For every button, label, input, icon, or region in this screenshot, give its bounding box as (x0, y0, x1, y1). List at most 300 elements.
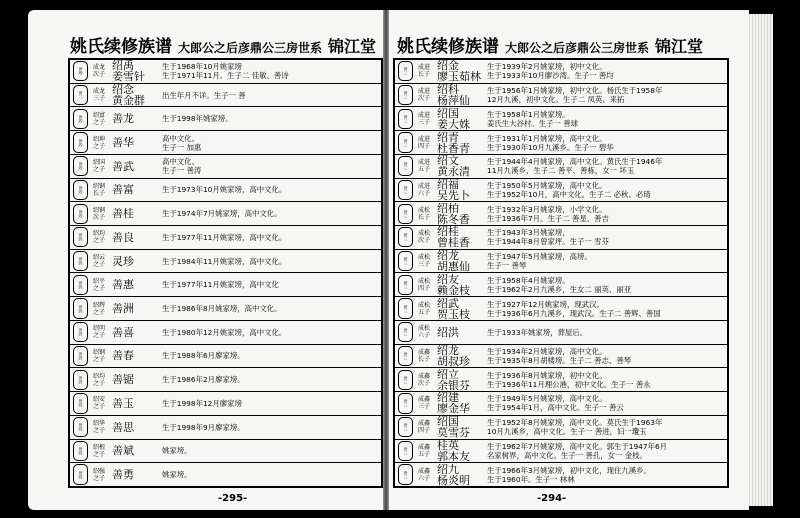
member-names (437, 155, 487, 177)
description-line: 生于1954年1月，高中文化。生子一 善云 (487, 403, 624, 413)
parent-relation: 成鑫六子 (417, 467, 430, 482)
lineage-subtitle: 大郎公之后彦鼎公三房世系 (505, 41, 650, 55)
lineage-subtitle: 大郎公之后彦鼎公三房世系 (178, 41, 323, 55)
member-description (162, 233, 381, 242)
parent-relation: 成松六子 (417, 325, 430, 340)
member-name: 绍国 (437, 107, 459, 119)
description-line: 生子一 善琴 (487, 261, 527, 271)
member-name: 桂英 (437, 439, 459, 451)
description-line: 名家树界，高中文化。生子一 善孔，女一 金枝。 (487, 450, 647, 460)
generation-badge: 世三 (398, 61, 413, 81)
hall-name: 锦江堂 (655, 37, 704, 56)
spouse-name: 廖玉茹林 (437, 71, 481, 83)
member-names (112, 327, 162, 338)
member-name: 善良 (112, 231, 134, 243)
description-line: 生于1998年12月廖家塝 (162, 398, 242, 408)
table-row (395, 202, 727, 226)
generation-badge: 世三 (398, 393, 413, 413)
member-names (437, 108, 487, 130)
generation-badge: 世珍 (73, 61, 88, 81)
description-line: 生于1936年6月九溪乡，现武汉。生子二 善辉、善国 (487, 308, 661, 318)
book-title: 姚氏续修族谱 (397, 37, 499, 57)
description-line: 生于1977年11月姚家塝，高中文化 (162, 280, 279, 290)
member-names (437, 345, 487, 367)
description-line: 生于1952年10月，高中文化。生子二 必秋、必琦 (487, 189, 651, 199)
member-description (162, 114, 381, 123)
member-name: 善思 (112, 421, 134, 433)
member-name: 绍青 (437, 131, 459, 143)
description-line: 生子一 善涛 (162, 166, 202, 176)
description-line: 生子一 加惠 (162, 142, 202, 152)
spouse-name: 贺玉枝 (437, 308, 470, 320)
description-line: 生于1998年9月廖家塝。 (162, 422, 245, 432)
table-row (395, 131, 727, 155)
member-names (437, 274, 487, 296)
spouse-name: 杨萍仙 (437, 95, 470, 107)
generation-badge: 世三 (398, 464, 413, 484)
table-row (70, 463, 381, 486)
member-names (437, 392, 487, 414)
spouse-name: 郭本友 (437, 450, 470, 462)
member-description (487, 371, 727, 389)
member-names (437, 369, 487, 391)
table-row (70, 392, 381, 416)
parent-relation: 绍华之子 (92, 420, 105, 435)
generation-badge: 世四 (73, 109, 88, 129)
generation-badge: 世三 (398, 109, 413, 129)
parent-relation: 成进长子 (417, 64, 430, 79)
member-name: 绍龙 (437, 344, 459, 356)
parent-relation: 成龙次子 (92, 64, 105, 79)
table-row (395, 345, 727, 369)
parent-relation: 成进四子 (417, 135, 430, 150)
table-row (395, 392, 727, 416)
generation-badge: 世四 (73, 417, 88, 437)
parent-relation: 成松四子 (417, 277, 430, 292)
description-line: 生于1939年2月姚家塝，初中文化。 (487, 62, 607, 72)
member-name: 绍禹 (112, 60, 134, 72)
description-line: 高中文化。 (162, 133, 199, 143)
member-name: 善龙 (112, 113, 134, 125)
description-line: 生于1984年11月姚家塝，高中文化。 (162, 256, 287, 266)
table-row (70, 273, 381, 297)
member-names (437, 327, 487, 338)
table-row (70, 131, 381, 155)
member-name: 灵珍 (112, 255, 134, 267)
generation-badge: 世四 (73, 227, 88, 247)
member-name: 绍柏 (437, 202, 459, 214)
spouse-name: 陈冬香 (437, 213, 470, 225)
spouse-name: 姜雪针 (112, 71, 145, 83)
description-line: 生于1934年2月姚家塝，高中文化。 (487, 346, 607, 356)
description-line: 生于1933年姚家塝，葬屋后。 (487, 327, 588, 337)
member-description (162, 470, 381, 479)
member-names (112, 256, 162, 267)
spouse-name: 曾桂香 (437, 237, 470, 249)
description-line: 生于1988年6月廖家塝。 (162, 351, 245, 361)
generation-badge: 世四 (73, 370, 88, 390)
left-page (28, 10, 383, 510)
member-names (112, 350, 162, 361)
member-description (487, 347, 727, 365)
right-page-header (397, 32, 703, 56)
table-row (70, 250, 381, 274)
spouse-name: 胡惠仙 (437, 261, 470, 273)
parent-relation: 绍均之子 (92, 372, 105, 387)
description-line: 生于1950年5月姚家塝，高中文化。 (487, 180, 607, 190)
generation-badge: 世三 (398, 322, 413, 342)
member-names (112, 445, 162, 456)
member-names (437, 464, 487, 486)
table-row (395, 321, 727, 345)
member-description (487, 86, 727, 104)
right-page (389, 10, 749, 510)
member-names (112, 184, 162, 195)
member-names (112, 232, 162, 243)
parent-relation: 绍国之子 (92, 159, 105, 174)
spouse-name: 黄永清 (437, 166, 470, 178)
member-name: 善富 (112, 184, 134, 196)
table-row (395, 155, 727, 179)
member-description (487, 418, 727, 436)
parent-relation: 成松次子 (417, 230, 430, 245)
member-description (162, 399, 381, 408)
generation-badge: 世四 (73, 298, 88, 318)
member-name: 善玉 (112, 397, 134, 409)
member-description (487, 394, 727, 412)
table-row (70, 368, 381, 392)
member-description (162, 134, 381, 152)
member-name: 绍金 (437, 60, 459, 72)
member-description (487, 110, 727, 128)
member-names (112, 374, 162, 385)
member-names (437, 203, 487, 225)
page-number-left: -295- (218, 493, 248, 504)
member-name: 绍武 (437, 297, 459, 309)
member-name: 善武 (112, 160, 134, 172)
description-line: 姚家塝。 (162, 446, 192, 456)
spouse-name: 杨炎明 (437, 474, 470, 486)
member-name: 绍念 (112, 84, 134, 96)
generation-badge: 世三 (398, 180, 413, 200)
description-line: 生于1944年8月曾家坪。生子一 雪芬 (487, 237, 609, 247)
member-description (162, 328, 381, 337)
member-names (437, 60, 487, 82)
description-line: 12月九溪，初中文化。生子二 凤英、来拓 (487, 95, 625, 105)
table-row (70, 345, 381, 369)
parent-relation: 成进三子 (417, 111, 430, 126)
member-description (487, 134, 727, 152)
description-line: 生于1973年10月姚家塝，高中文化。 (162, 185, 287, 195)
description-line: 生于1960年。生子一 林林 (487, 474, 575, 484)
table-row (395, 463, 727, 486)
description-line: 生于1936年11月理公港，初中文化。生子一 善永 (487, 379, 651, 389)
generation-badge: 世三 (398, 85, 413, 105)
table-row (395, 440, 727, 464)
generation-badge: 世三 (398, 132, 413, 152)
spouse-name: 赖金枝 (437, 284, 470, 296)
table-row (70, 321, 381, 345)
member-names (437, 250, 487, 272)
member-name: 善勇 (112, 469, 134, 481)
genealogy-table-right (393, 58, 729, 488)
table-row (70, 202, 381, 226)
member-name: 善春 (112, 350, 134, 362)
table-row (70, 179, 381, 203)
generation-badge: 世三 (398, 275, 413, 295)
member-description (487, 300, 727, 318)
generation-badge: 世三 (398, 204, 413, 224)
member-name: 绍洪 (437, 326, 459, 338)
description-line: 姜氏生大谷村。生子一 善球 (487, 118, 579, 128)
parent-relation: 成鑫长子 (417, 348, 430, 363)
description-line: 生于1966年3月姚家塝，初中文化，现住九溪乡。 (487, 465, 651, 475)
member-names (112, 113, 162, 124)
member-description (487, 62, 727, 80)
parent-relation: 绍辉之子 (92, 301, 105, 316)
generation-badge: 世三 (398, 346, 413, 366)
parent-relation: 绍明之子 (92, 325, 105, 340)
description-line: 生于1962年7月姚家塝，高中文化。郭生于1947年6月 (487, 441, 668, 451)
description-line: 11月九溪乡，生子二 善平、善栋，女一 坏玉 (487, 166, 635, 176)
description-line: 生于1998年姚家塝。 (162, 114, 233, 124)
generation-badge: 世三 (398, 156, 413, 176)
generation-badge: 世三 (398, 417, 413, 437)
description-line: 生于1958年4月姚家塝。 (487, 275, 570, 285)
member-description (162, 280, 381, 289)
member-names (112, 137, 162, 148)
table-row (395, 179, 727, 203)
spouse-name: 吴先卜 (437, 189, 470, 201)
parent-relation: 成松长子 (417, 206, 430, 221)
generation-badge: 世四 (73, 251, 88, 271)
member-description (487, 205, 727, 223)
member-names (112, 398, 162, 409)
page-number-right: -294- (537, 493, 567, 504)
table-row (395, 250, 727, 274)
parent-relation: 成鑫四子 (417, 420, 430, 435)
member-name: 绍桂 (437, 226, 459, 238)
parent-relation: 成龙三子 (92, 88, 105, 103)
parent-relation: 绍坤之子 (92, 135, 105, 150)
member-description (487, 276, 727, 294)
description-line: 生于1968年10月姚家塝 (162, 62, 242, 72)
table-row (395, 368, 727, 392)
open-book (28, 10, 773, 510)
table-row (70, 107, 381, 131)
generation-badge: 世三 (398, 441, 413, 461)
member-description (162, 257, 381, 266)
generation-badge: 世三 (398, 227, 413, 247)
generation-badge: 世四 (73, 464, 88, 484)
member-names (437, 84, 487, 106)
member-description (487, 181, 727, 199)
generation-badge: 世四 (73, 441, 88, 461)
member-name: 善洲 (112, 303, 134, 315)
generation-badge: 世四 (73, 204, 88, 224)
member-description (162, 423, 381, 432)
table-row (395, 273, 727, 297)
table-row (395, 84, 727, 108)
hall-name: 锦江堂 (328, 37, 377, 56)
description-line: 生于1971年11月。生子二 佳敏、善诗 (162, 71, 289, 81)
member-names (112, 208, 162, 219)
member-names (112, 60, 162, 82)
description-line: 生于1933年10月廖沙湾。生子一 善均 (487, 71, 614, 81)
parent-relation: 绍富之子 (92, 111, 105, 126)
parent-relation: 绍钢之子 (92, 348, 105, 363)
member-name: 绍立 (437, 368, 459, 380)
parent-relation: 绍安之子 (92, 396, 105, 411)
description-line: 生于1949年5月姚家塝，高中文化。 (487, 394, 607, 404)
description-line: 生于1944年4月姚家塝，高中文化。黄氏生于1946年 (487, 157, 663, 167)
description-line: 生于1930年10月九溪乡。生子一 碧华 (487, 142, 614, 152)
member-description (162, 304, 381, 313)
description-line: 高中文化。 (162, 157, 199, 167)
member-names (437, 298, 487, 320)
generation-badge: 世三 (398, 251, 413, 271)
generation-badge: 世四 (73, 275, 88, 295)
spouse-name: 莫雪芬 (437, 427, 470, 439)
parent-relation: 成鑫三子 (417, 396, 430, 411)
description-line: 生于1962年2月九溪乡，生女二 丽英、丽亚 (487, 284, 632, 294)
description-line: 生于1936年8月姚家塝，初中文化。 (487, 370, 607, 380)
member-name: 绍福 (437, 178, 459, 190)
generation-badge: 世三 (398, 298, 413, 318)
member-names (112, 303, 162, 314)
parent-relation: 成松五子 (417, 301, 430, 316)
generation-badge: 世四 (73, 322, 88, 342)
member-description (162, 375, 381, 384)
member-name: 绍科 (437, 84, 459, 96)
spouse-name: 杜香青 (437, 142, 470, 154)
generation-badge: 世三 (398, 370, 413, 390)
member-names (437, 440, 487, 462)
spouse-name: 廖金华 (437, 403, 470, 415)
description-line: 姚家塝。 (162, 470, 192, 480)
member-name: 善惠 (112, 279, 134, 291)
description-line: 生于1986年8月姚家塝，高中文化。 (162, 304, 282, 314)
parent-relation: 绍云之子 (92, 254, 105, 269)
description-line: 生于1986年2月廖家塝。 (162, 375, 245, 385)
member-names (437, 416, 487, 438)
member-description (487, 328, 727, 337)
table-row (70, 84, 381, 108)
member-name: 绍龙 (437, 250, 459, 262)
member-name: 绍国 (437, 416, 459, 428)
description-line: 生于1952年8月姚家塝，高中文化。莫氏生于1963年 (487, 418, 663, 428)
description-line: 生于1927年12月姚家塝，现武汉。 (487, 299, 604, 309)
member-description (487, 442, 727, 460)
member-names (437, 226, 487, 248)
genealogy-table-left (68, 58, 383, 488)
member-description (162, 62, 381, 80)
member-description (487, 228, 727, 246)
description-line: 生于1943年3月姚家塝， (487, 228, 570, 238)
table-row (70, 60, 381, 84)
description-line: 生于1977年11月姚家塝，高中文化。 (162, 232, 287, 242)
member-description (487, 466, 727, 484)
member-name: 善锯 (112, 374, 134, 386)
parent-relation: 成鑫五子 (417, 443, 430, 458)
description-line: 生于1974年7月姚家塝，高中文化。 (162, 209, 282, 219)
parent-relation: 绍均之子 (92, 230, 105, 245)
member-description (162, 351, 381, 360)
table-row (395, 60, 727, 84)
member-name: 善桂 (112, 208, 134, 220)
member-name: 善华 (112, 137, 134, 149)
table-row (70, 440, 381, 464)
description-line: 生于1931年1月姚家塝，高中文化。 (487, 133, 607, 143)
description-line: 生于1980年12月姚家塝，高中文化。 (162, 327, 287, 337)
table-row (70, 297, 381, 321)
table-row (395, 416, 727, 440)
member-names (112, 279, 162, 290)
member-names (112, 84, 162, 106)
spouse-name: 胡叔珍 (437, 355, 470, 367)
table-row (395, 297, 727, 321)
member-description (162, 209, 381, 218)
member-names (112, 469, 162, 480)
member-names (437, 179, 487, 201)
member-name: 绍建 (437, 392, 459, 404)
parent-relation: 绍强之子 (92, 467, 105, 482)
generation-badge: 世四 (73, 346, 88, 366)
generation-badge: 世四 (73, 180, 88, 200)
table-row (70, 155, 381, 179)
book-title: 姚氏续修族谱 (70, 37, 172, 57)
member-name: 绍友 (437, 273, 459, 285)
member-description (162, 185, 381, 194)
parent-relation: 绍钢次子 (92, 206, 105, 221)
description-line: 生于1932年3月姚家塝，小学文化。 (487, 204, 607, 214)
table-row (395, 226, 727, 250)
parent-relation: 成鑫次子 (417, 372, 430, 387)
spouse-name: 姜大姝 (437, 118, 470, 130)
member-description (162, 446, 381, 455)
description-line: 出生年月不详。生子一 善 (162, 90, 246, 100)
table-row (395, 107, 727, 131)
parent-relation: 成松三子 (417, 254, 430, 269)
description-line: 生于1935年8月胡楼塝。生子二 善志、善琴 (487, 355, 632, 365)
member-description (487, 157, 727, 175)
parent-relation: 成进五子 (417, 159, 430, 174)
member-name: 善喜 (112, 326, 134, 338)
generation-badge: 世四 (73, 393, 88, 413)
member-name: 善斌 (112, 445, 134, 457)
table-row (70, 226, 381, 250)
generation-badge: 世三 (73, 85, 88, 105)
table-row (70, 416, 381, 440)
page-stack-edge (749, 14, 773, 506)
description-line: 10月九溪乡，高中文化。生子一 善进，妇一瓊玉 (487, 427, 647, 437)
parent-relation: 绍钢长子 (92, 182, 105, 197)
description-line: 生于1936年7月。生子二 善星、善吉 (487, 213, 609, 223)
description-line: 生于1956年1月姚家塝，初中文化。杨氏生于1958年 (487, 86, 663, 96)
member-description (487, 252, 727, 270)
parent-relation: 绍根之子 (92, 443, 105, 458)
generation-badge: 世四 (73, 156, 88, 176)
left-page-header (70, 32, 376, 56)
generation-badge: 世四 (73, 132, 88, 152)
member-name: 绍文 (437, 155, 459, 167)
member-description (162, 157, 381, 175)
parent-relation: 绍平之子 (92, 277, 105, 292)
member-names (437, 132, 487, 154)
member-names (112, 422, 162, 433)
parent-relation: 成进六子 (417, 182, 430, 197)
spouse-name: 黄金群 (112, 95, 145, 107)
